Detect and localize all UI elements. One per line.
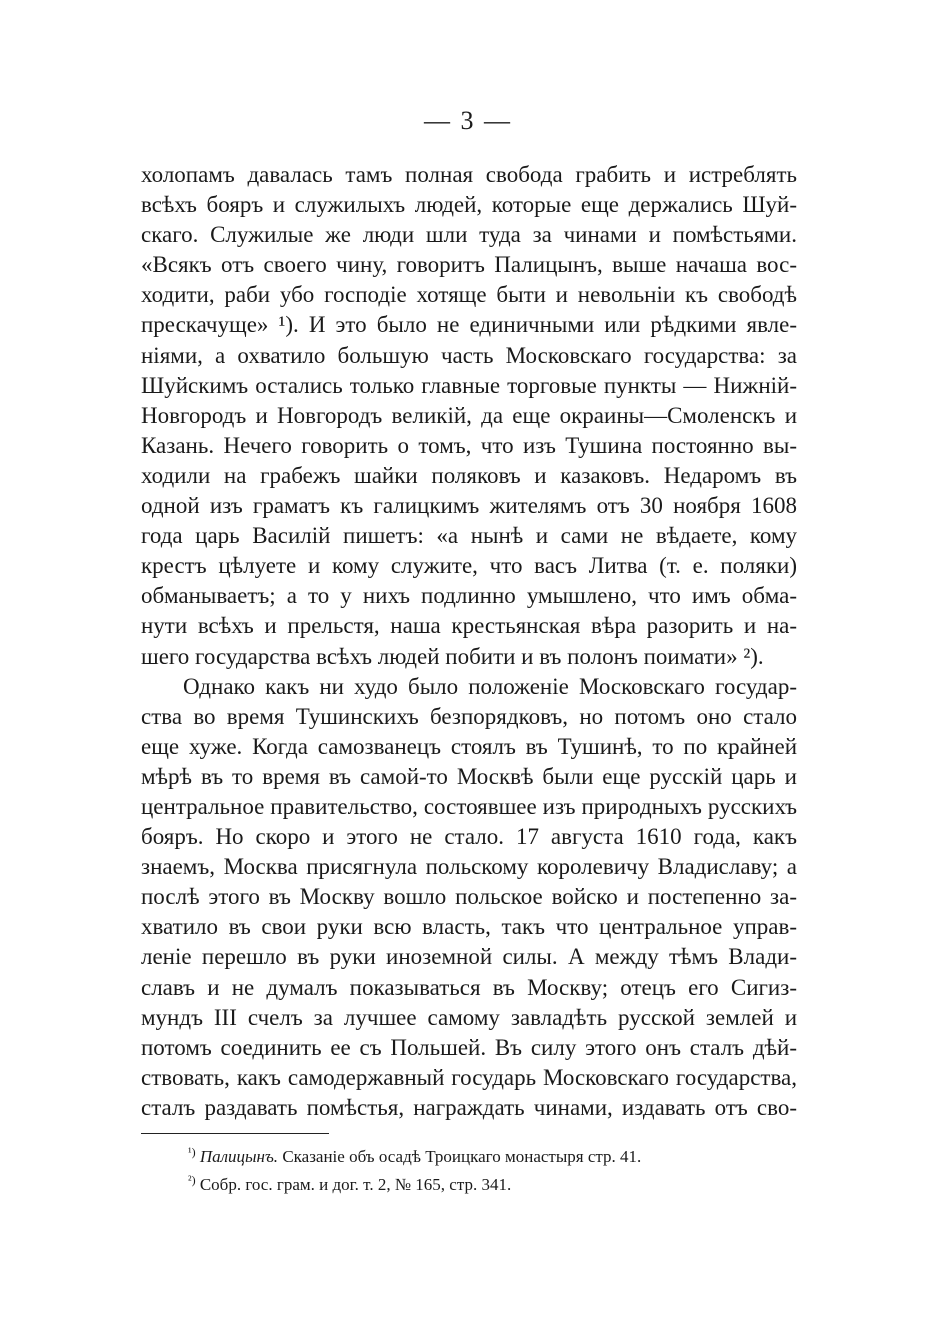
text-line: скаго. Служилые же люди шли туда за чинами и помѣстьями. xyxy=(141,222,797,248)
text-line: ходити, раби убо господіе хотяще быти и невольніи къ свободѣ xyxy=(141,282,797,308)
text-line: ніями, а охватило большую часть Московскаго государства: за xyxy=(141,342,797,368)
text-line: хватило въ свои руки всю власть, такъ что центральное управ- xyxy=(141,914,797,940)
text-line: еще хуже. Когда самозванецъ стоялъ въ Тушинѣ, то по крайней xyxy=(141,733,797,759)
text-line: крестъ цѣлуете и кому служите, что васъ Литва (т. е. поляки) xyxy=(141,553,797,579)
text-line: холопамъ давалась тамъ полная свобода грабить и истреблять xyxy=(141,162,797,187)
body-text xyxy=(141,160,797,1123)
text-line: бояръ. Но скоро и этого не стало. 17 августа 1610 года, какъ xyxy=(141,824,797,850)
text-line: мѣрѣ въ то время въ самой-то Москвѣ были еще русскій царь и xyxy=(141,763,797,789)
text-line: сталъ раздавать помѣстья, награждать чинами, издавать отъ сво- xyxy=(141,1094,797,1120)
text-line: центральное правительство, состоявшее изъ природныхъ русскихъ xyxy=(141,793,797,819)
text-line: «Всякъ отъ своего чину, говоритъ Палицынъ, выше начаша вос- xyxy=(141,252,797,278)
footnote-text: Сказаніе объ осадѣ Троицкаго монастыря стр. 41. xyxy=(282,1147,642,1166)
text-line: шего государства всѣхъ людей побити и въ полонъ поимати» ²). xyxy=(141,643,764,669)
footnotes xyxy=(188,1138,808,1194)
text-line: знаемъ, Москва присягнула польскому королевичу Владиславу; а xyxy=(141,854,797,880)
text-line: Шуйскимъ остались только главные торговые пункты — Нижній- xyxy=(141,372,797,398)
footnote-text: Собр. гос. грам. и дог. т. 2, № 165, стр. 341. xyxy=(199,1175,512,1194)
text-line: ходили на грабежъ шайки поляковъ и казаковъ. Недаромъ въ xyxy=(141,462,797,488)
footnote-mark: ¹) xyxy=(188,1145,196,1159)
text-line: мундъ III счелъ за лучшее самому завладѣть русской землей и xyxy=(141,1004,797,1030)
text-line: ства во время Тушинскихъ безпорядковъ, но потомъ оно стало xyxy=(141,703,797,729)
text-line: обманываетъ; а то у нихъ подлинно умышлено, что имъ обма- xyxy=(141,583,797,609)
text-line: прескачуще» ¹). И это было не единичными или рѣдкими явле- xyxy=(141,312,797,338)
text-line: ствовать, какъ самодержавный государь Московскаго государства, xyxy=(141,1064,797,1090)
text-line: потомъ соединить ее съ Польшей. Въ силу этого онъ сталъ дѣй- xyxy=(141,1034,797,1060)
text-line: леніе перешло въ руки иноземной силы. А между тѣмъ Влади- xyxy=(141,944,797,970)
text-line: всѣхъ бояръ и служилыхъ людей, которые еще держались Шуй- xyxy=(141,192,797,218)
text-line: одной изъ граматъ къ галицкимъ жителямъ отъ 30 ноября 1608 xyxy=(141,493,797,519)
text-line: Казань. Нечего говорить о томъ, что изъ Тушина постоянно вы- xyxy=(141,432,797,458)
text-line: Новгородъ и Новгородъ великій, да еще окраины—Смоленскъ и xyxy=(141,402,797,428)
text-line: нути всѣхъ и прельстя, наша крестьянская вѣра разорить и на- xyxy=(141,613,797,639)
footnote-author: Палицынъ. xyxy=(199,1147,279,1166)
text-line: славъ и не думалъ показываться въ Москву; отецъ его Сигиз- xyxy=(141,974,797,1000)
footnote-1 xyxy=(188,1138,808,1166)
paragraph-start-line: Однако какъ ни худо было положеніе Московскаго государ- xyxy=(183,673,797,699)
page-number: — 3 — xyxy=(424,106,512,135)
text-line: послѣ этого въ Москву вошло польское войско и постепенно за- xyxy=(141,884,797,910)
footnote-divider xyxy=(141,1133,329,1134)
footnote-2 xyxy=(188,1166,808,1194)
footnote-mark: ²) xyxy=(188,1173,196,1187)
text-line: года царь Василій пишетъ: «а нынѣ и сами не вѣдаете, кому xyxy=(141,523,797,549)
